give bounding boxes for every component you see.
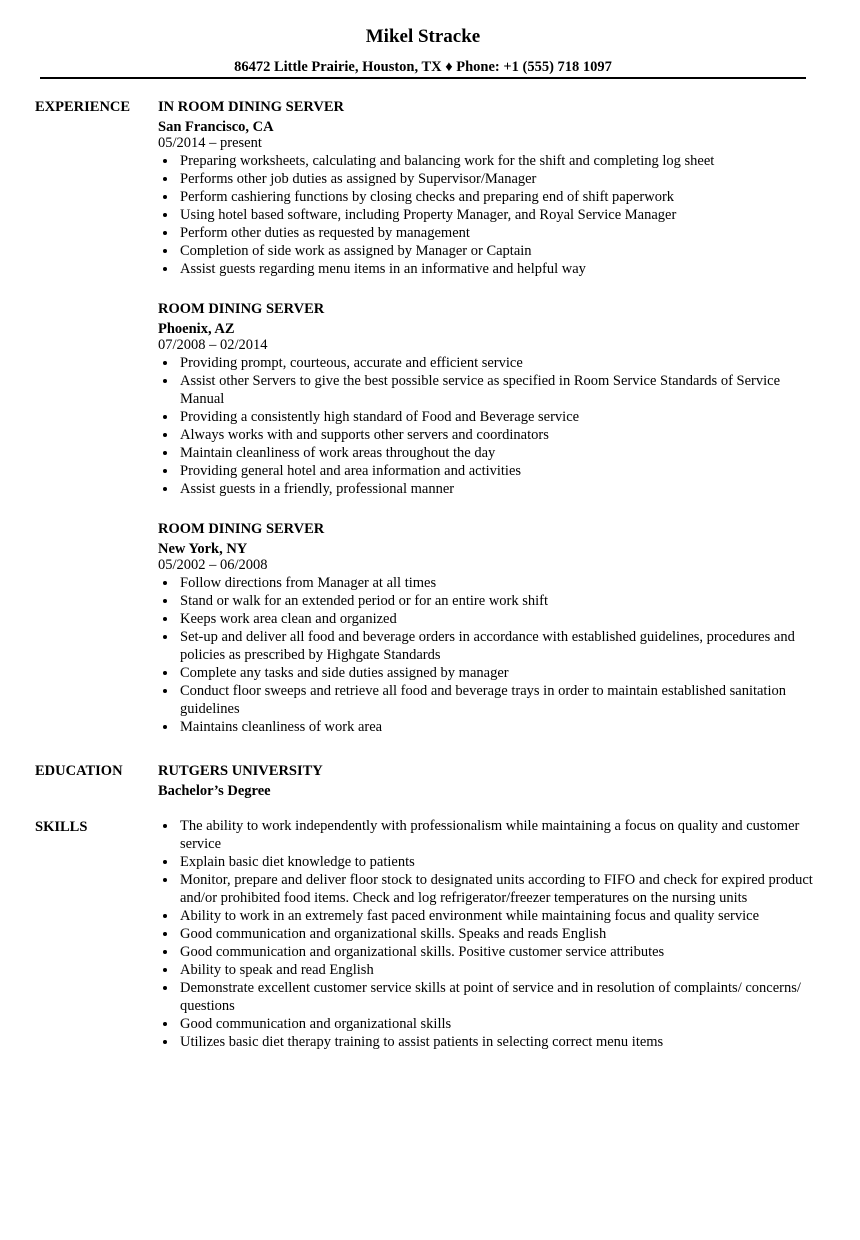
bullet-icon [163,824,167,828]
bullet-icon [163,177,167,181]
contact-line: 86472 Little Prairie, Houston, TX ♦ Phone: +1 (555) 718 1097 [234,59,612,75]
list-item: Always works with and supports other servers and coordinators [158,426,814,444]
list-item: Maintain cleanliness of work areas throughout the day [158,444,814,462]
list-item: Keeps work area clean and organized [158,610,814,628]
bullet-icon [163,195,167,199]
list-item: Follow directions from Manager at all times [158,574,814,592]
job-block-1 [158,98,814,278]
list-item: Completion of side work as assigned by Manager or Captain [158,242,814,260]
bullet-icon [163,267,167,271]
job-location: Phoenix, AZ [158,321,235,337]
education-heading: EDUCATION [35,763,123,779]
bullet-icon [163,213,167,217]
job-title: IN ROOM DINING SERVER [158,99,344,115]
bullet-icon [163,878,167,882]
list-item: Conduct floor sweeps and retrieve all food and beverage trays in order to maintain established sanitation guidelines [158,682,814,718]
list-item: Ability to work in an extremely fast paced environment while maintaining focus and quality service [158,907,814,925]
list-item: Providing prompt, courteous, accurate and efficient service [158,354,814,372]
list-item: Explain basic diet knowledge to patients [158,853,814,871]
candidate-name: Mikel Stracke [365,26,481,47]
bullet-icon [163,725,167,729]
list-item: Monitor, prepare and deliver floor stock to designated units according to FIFO and check for expired product and/or prohibited food items. Check and log refrigerator/freezer temperatures on the nursing units [158,871,814,907]
list-item: Good communication and organizational skills [158,1015,814,1033]
bullet-icon [163,635,167,639]
bullet-icon [163,487,167,491]
bullet-icon [163,671,167,675]
bullet-icon [163,950,167,954]
job-block-2 [158,300,814,498]
bullet-icon [163,617,167,621]
skills-list [158,817,814,1051]
bullet-icon [163,379,167,383]
header-divider [40,77,806,79]
list-item: Stand or walk for an extended period or for an entire work shift [158,592,814,610]
bullet-icon [163,914,167,918]
skills-heading: SKILLS [35,819,88,835]
school-name: RUTGERS UNIVERSITY [158,763,323,779]
list-item: Good communication and organizational skills. Positive customer service attributes [158,943,814,961]
bullet-icon [163,689,167,693]
job-location: New York, NY [158,541,248,557]
bullet-icon [163,361,167,365]
bullet-icon [163,968,167,972]
job-duties-list [158,574,814,736]
job-duties-list [158,354,814,498]
bullet-icon [163,451,167,455]
bullet-icon [163,1040,167,1044]
list-item: Assist guests regarding menu items in an informative and helpful way [158,260,814,278]
job-duties-list [158,152,814,278]
list-item: Good communication and organizational skills. Speaks and reads English [158,925,814,943]
job-dates: 05/2014 – present [158,135,262,151]
bullet-icon [163,599,167,603]
list-item: Providing general hotel and area information and activities [158,462,814,480]
skills-block [158,817,814,1051]
bullet-icon [163,231,167,235]
list-item: Maintains cleanliness of work area [158,718,814,736]
degree: Bachelor’s Degree [158,783,271,799]
bullet-icon [163,932,167,936]
list-item: Ability to speak and read English [158,961,814,979]
bullet-icon [163,415,167,419]
bullet-icon [163,249,167,253]
list-item: Using hotel based software, including Property Manager, and Royal Service Manager [158,206,814,224]
list-item: Performs other job duties as assigned by Supervisor/Manager [158,170,814,188]
list-item: Perform other duties as requested by management [158,224,814,242]
list-item: The ability to work independently with professionalism while maintaining a focus on quality and customer service [158,817,814,853]
job-dates: 07/2008 – 02/2014 [158,337,268,353]
bullet-icon [163,469,167,473]
education-block [158,762,814,800]
job-block-3 [158,520,814,736]
list-item: Preparing worksheets, calculating and balancing work for the shift and completing log sheet [158,152,814,170]
job-dates: 05/2002 – 06/2008 [158,557,268,573]
list-item: Set-up and deliver all food and beverage orders in accordance with established guidelines, procedures and policies as prescribed by Highgate Standards [158,628,814,664]
list-item: Utilizes basic diet therapy training to assist patients in selecting correct menu items [158,1033,814,1051]
bullet-icon [163,1022,167,1026]
list-item: Demonstrate excellent customer service skills at point of service and in resolution of complaints/ concerns/ questions [158,979,814,1015]
list-item: Complete any tasks and side duties assigned by manager [158,664,814,682]
job-title: ROOM DINING SERVER [158,521,325,537]
job-location: San Francisco, CA [158,119,274,135]
list-item: Providing a consistently high standard of Food and Beverage service [158,408,814,426]
list-item: Perform cashiering functions by closing checks and preparing end of shift paperwork [158,188,814,206]
job-title: ROOM DINING SERVER [158,301,325,317]
bullet-icon [163,433,167,437]
bullet-icon [163,581,167,585]
list-item: Assist guests in a friendly, professional manner [158,480,814,498]
bullet-icon [163,860,167,864]
list-item: Assist other Servers to give the best possible service as specified in Room Service Standards of Service Manual [158,372,814,408]
bullet-icon [163,159,167,163]
bullet-icon [163,986,167,990]
experience-heading: EXPERIENCE [35,99,131,115]
